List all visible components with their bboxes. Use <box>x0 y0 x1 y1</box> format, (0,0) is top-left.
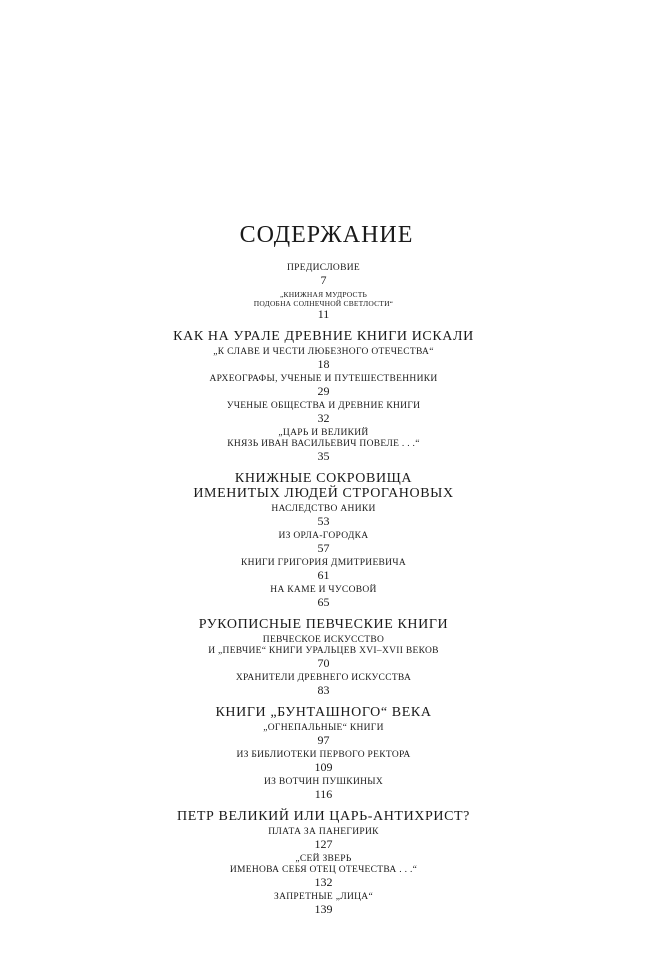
toc-entry-title <box>0 290 647 308</box>
toc-entry-page-number: 57 <box>317 541 330 555</box>
toc-section <box>0 705 647 801</box>
section-title <box>0 329 647 344</box>
toc-section <box>0 617 647 697</box>
toc-entry-page-number: 29 <box>317 384 330 398</box>
toc-entry-title-line: И „ПЕВЧИЕ“ КНИГИ УРАЛЬЦЕВ XVI–XVII ВЕКОВ <box>208 646 439 656</box>
page-title: СОДЕРЖАНИЕ <box>239 222 414 248</box>
toc-entry-page-number: 116 <box>314 787 333 801</box>
toc-entry-page-number: 11 <box>317 307 330 321</box>
toc-entry <box>0 401 647 425</box>
toc-entry <box>0 531 647 555</box>
toc-entry <box>0 750 647 774</box>
toc-entry-title-line: ИЗ БИБЛИОТЕКИ ПЕРВОГО РЕКТОРА <box>236 750 411 760</box>
toc-entry-title-line: „СЕЙ ЗВЕРЬ <box>295 854 352 864</box>
toc-sections <box>0 329 647 916</box>
section-title-line: РУКОПИСНЫЕ ПЕВЧЕСКИЕ КНИГИ <box>198 617 449 632</box>
toc-entry <box>0 290 647 321</box>
toc-entry-title-line: АРХЕОГРАФЫ, УЧЕНЫЕ И ПУТЕШЕСТВЕННИКИ <box>209 374 438 384</box>
toc-entry-title-line: ИЗ ОРЛА-ГОРОДКА <box>278 531 369 541</box>
toc-entry-title-line: „КНИЖНАЯ МУДРОСТЬ <box>280 290 367 299</box>
toc-entry-title-line: УЧЕНЫЕ ОБЩЕСТВА И ДРЕВНИЕ КНИГИ <box>226 401 421 411</box>
toc-entry-title-line: КНИГИ ГРИГОРИЯ ДМИТРИЕВИЧА <box>241 558 406 568</box>
toc-entry-page-number: 132 <box>314 875 333 889</box>
toc-entry-title-line: ЗАПРЕТНЫЕ „ЛИЦА“ <box>274 892 373 902</box>
toc-entry-page-number: 109 <box>314 760 333 774</box>
toc-entry-page-number: 18 <box>317 357 330 371</box>
toc-entry-page-number: 70 <box>317 656 330 670</box>
toc-entry-title-line: ХРАНИТЕЛИ ДРЕВНЕГО ИСКУССТВА <box>235 673 412 683</box>
toc-entry-page-number: 97 <box>317 733 330 747</box>
toc-entry-title-line: ИЗ ВОТЧИН ПУШКИНЫХ <box>263 777 384 787</box>
toc-entry <box>0 723 647 747</box>
toc-entry-title <box>0 635 647 657</box>
toc-entry-page-number: 65 <box>317 595 330 609</box>
toc-entry <box>0 504 647 528</box>
toc-entry-title <box>0 428 647 450</box>
toc-entry-page-number: 7 <box>320 273 327 287</box>
toc-entry-page-number: 53 <box>317 514 330 528</box>
toc-entry-title-line: ПРЕДИСЛОВИЕ <box>287 263 360 273</box>
toc-entry-title-line: НАСЛЕДСТВО АНИКИ <box>271 504 376 514</box>
toc-entry <box>0 347 647 371</box>
section-title-line: КАК НА УРАЛЕ ДРЕВНИЕ КНИГИ ИСКАЛИ <box>173 329 474 344</box>
table-of-contents <box>0 221 647 919</box>
toc-entry-title-line: НА КАМЕ И ЧУСОВОЙ <box>270 585 377 595</box>
toc-entry-title <box>0 854 647 876</box>
toc-entry-title-line: ИМЕНОВА СЕБЯ ОТЕЦ ОТЕЧЕСТВА . . .“ <box>229 865 418 875</box>
section-title-line: КНИЖНЫЕ СОКРОВИЩА <box>234 471 413 486</box>
toc-entry-page-number: 61 <box>317 568 330 582</box>
toc-entry <box>0 585 647 609</box>
toc-entry <box>0 673 647 697</box>
toc-entry <box>0 635 647 670</box>
toc-entry-page-number: 32 <box>317 411 330 425</box>
toc-entry-title-line: КНЯЗЬ ИВАН ВАСИЛЬЕВИЧ ПОВЕЛЕ . . .“ <box>227 439 420 449</box>
toc-entry-page-number: 139 <box>314 902 333 916</box>
section-title <box>0 617 647 632</box>
toc-entry-title-line: „ОГНЕПАЛЬНЫЕ“ КНИГИ <box>263 723 384 733</box>
toc-entry-title-line: „К СЛАВЕ И ЧЕСТИ ЛЮБЕЗНОГО ОТЕЧЕСТВА“ <box>213 347 434 357</box>
toc-entry-title-line: ПЛАТА ЗА ПАНЕГИРИК <box>268 827 379 837</box>
toc-entry <box>0 558 647 582</box>
section-title-line: ИМЕНИТЫХ ЛЮДЕЙ СТРОГАНОВЫХ <box>193 486 454 501</box>
toc-entry <box>0 263 647 287</box>
toc-entry <box>0 374 647 398</box>
toc-entry <box>0 777 647 801</box>
section-title <box>0 809 647 824</box>
section-title-line: КНИГИ „БУНТАШНОГО“ ВЕКА <box>215 705 432 720</box>
toc-entry-page-number: 83 <box>317 683 330 697</box>
toc-section <box>0 809 647 916</box>
toc-section <box>0 329 647 463</box>
toc-entry <box>0 428 647 463</box>
toc-entry <box>0 854 647 889</box>
toc-entry-page-number: 35 <box>317 449 330 463</box>
toc-entry-title-line: ПОДОБНА СОЛНЕЧНОЙ СВЕТЛОСТИ“ <box>253 299 394 308</box>
toc-entry-title-line: „ЦАРЬ И ВЕЛИКИЙ <box>278 428 369 438</box>
section-title <box>0 471 647 501</box>
toc-entry <box>0 827 647 851</box>
toc-entry-title-line: ПЕВЧЕСКОЕ ИСКУССТВО <box>262 635 385 645</box>
toc-entry <box>0 892 647 916</box>
toc-entry-page-number: 127 <box>314 837 333 851</box>
section-title <box>0 705 647 720</box>
section-title-line: ПЕТР ВЕЛИКИЙ ИЛИ ЦАРЬ-АНТИХРИСТ? <box>177 809 470 824</box>
toc-section <box>0 471 647 609</box>
intro-entries <box>0 263 647 321</box>
